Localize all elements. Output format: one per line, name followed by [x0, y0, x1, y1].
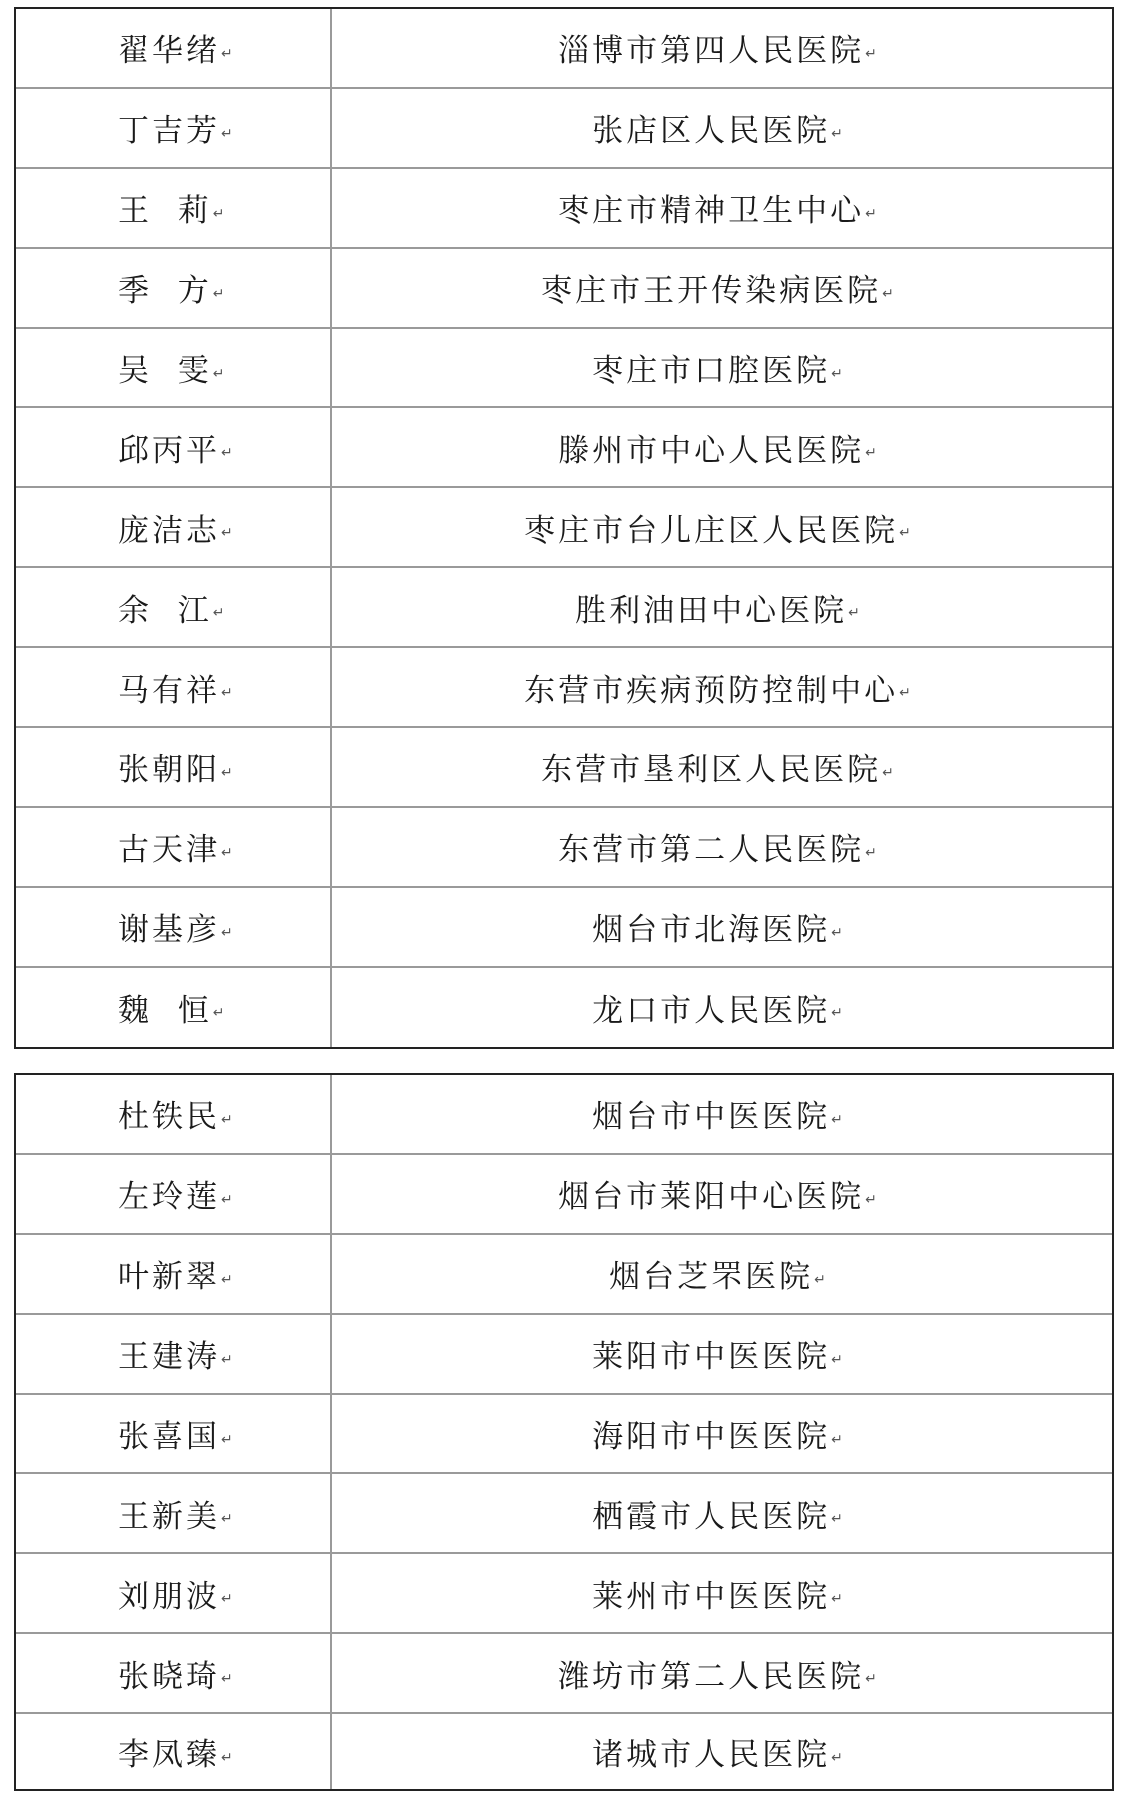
person-name-cell	[16, 568, 332, 646]
organization-cell	[332, 968, 1112, 1047]
table-row	[16, 808, 1112, 888]
organization-cell	[332, 888, 1112, 966]
table-row	[16, 1235, 1112, 1315]
paragraph-mark-icon: ↵	[212, 1005, 228, 1022]
paragraph-mark-icon: ↵	[212, 605, 228, 622]
organization-name: 东营市第二人民医院	[558, 832, 865, 869]
person-name-cell	[16, 169, 332, 247]
person-name: 张喜国	[118, 1419, 220, 1455]
person-name-cell	[16, 1315, 332, 1393]
paragraph-mark-icon: ↵	[865, 1191, 880, 1208]
organization-name: 枣庄市台儿庄区人民医院	[524, 512, 899, 549]
table-row	[16, 408, 1112, 488]
paragraph-mark-icon: ↵	[831, 125, 846, 142]
person-name: 余 江	[118, 592, 212, 629]
person-name-cell	[16, 968, 332, 1047]
paragraph-mark-icon: ↵	[221, 764, 236, 781]
organization-name: 海阳市中医医院	[592, 1419, 831, 1455]
organization-name: 烟台芝罘医院	[609, 1259, 814, 1296]
person-name: 叶新翠	[118, 1259, 220, 1296]
paragraph-mark-icon: ↵	[221, 1431, 236, 1448]
organization-cell	[332, 1395, 1112, 1473]
person-name-cell	[16, 249, 332, 327]
person-name: 吴 雯	[118, 353, 212, 389]
person-name: 张晓琦	[118, 1658, 220, 1695]
organization-name: 滕州市中心人民医院	[558, 432, 865, 469]
table-row	[16, 728, 1112, 808]
paragraph-mark-icon: ↵	[221, 1591, 236, 1608]
person-name-cell	[16, 808, 332, 886]
roster-table-1-rows	[16, 9, 1112, 1047]
organization-name: 东营市疾病预防控制中心	[524, 672, 899, 709]
person-name-cell	[16, 888, 332, 966]
organization-cell	[332, 1714, 1112, 1789]
organization-cell	[332, 1474, 1112, 1552]
organization-cell	[332, 1155, 1112, 1233]
person-name-cell	[16, 9, 332, 87]
table-row	[16, 9, 1112, 89]
table-row	[16, 968, 1112, 1047]
paragraph-mark-icon: ↵	[212, 205, 228, 222]
organization-cell	[332, 408, 1112, 486]
person-name-cell	[16, 1554, 332, 1632]
organization-name: 烟台市莱阳中心医院	[558, 1179, 865, 1216]
person-name: 王 莉	[118, 193, 212, 230]
paragraph-mark-icon: ↵	[831, 1749, 846, 1766]
table-row	[16, 1315, 1112, 1395]
organization-cell	[332, 89, 1112, 167]
paragraph-mark-icon: ↵	[882, 285, 897, 302]
paragraph-mark-icon: ↵	[221, 1511, 236, 1528]
organization-cell	[332, 1235, 1112, 1313]
paragraph-mark-icon: ↵	[882, 764, 897, 781]
roster-table-2-rows	[16, 1075, 1112, 1789]
paragraph-mark-icon: ↵	[848, 605, 863, 622]
person-name-cell	[16, 1235, 332, 1313]
organization-cell	[332, 169, 1112, 247]
table-row	[16, 1554, 1112, 1634]
organization-name: 烟台市中医医院	[592, 1099, 831, 1136]
organization-cell	[332, 329, 1112, 407]
table-row	[16, 1155, 1112, 1235]
table-row	[16, 568, 1112, 648]
person-name-cell	[16, 1155, 332, 1233]
person-name-cell	[16, 329, 332, 407]
organization-name: 淄博市第四人民医院	[558, 33, 865, 70]
person-name-cell	[16, 1714, 332, 1789]
organization-cell	[332, 488, 1112, 566]
paragraph-mark-icon: ↵	[831, 365, 846, 382]
paragraph-mark-icon: ↵	[831, 1111, 846, 1128]
organization-cell	[332, 1634, 1112, 1712]
table-row	[16, 249, 1112, 329]
paragraph-mark-icon: ↵	[831, 1351, 846, 1368]
organization-name: 诸城市人民医院	[592, 1737, 831, 1774]
paragraph-mark-icon: ↵	[865, 1671, 880, 1688]
organization-name: 烟台市北海医院	[592, 912, 831, 949]
person-name: 左玲莲	[118, 1179, 220, 1216]
person-name-cell	[16, 1474, 332, 1552]
table-row	[16, 329, 1112, 409]
person-name-cell	[16, 89, 332, 167]
person-name: 季 方	[118, 273, 212, 310]
paragraph-mark-icon: ↵	[831, 1005, 846, 1022]
paragraph-mark-icon: ↵	[865, 45, 880, 62]
person-name: 刘朋波	[118, 1578, 220, 1615]
organization-name: 龙口市人民医院	[592, 992, 831, 1029]
table-row	[16, 888, 1112, 968]
table-row	[16, 1714, 1112, 1789]
person-name-cell	[16, 488, 332, 566]
paragraph-mark-icon: ↵	[899, 685, 914, 702]
paragraph-mark-icon: ↵	[221, 45, 236, 62]
person-name: 李凤臻	[118, 1737, 220, 1774]
paragraph-mark-icon: ↵	[221, 1351, 236, 1368]
organization-name: 枣庄市口腔医院	[592, 353, 831, 389]
organization-cell	[332, 568, 1112, 646]
person-name: 谢基彦	[118, 912, 220, 949]
person-name-cell	[16, 1395, 332, 1473]
roster-table-2	[14, 1073, 1114, 1791]
organization-name: 东营市垦利区人民医院	[541, 752, 882, 789]
organization-name: 潍坊市第二人民医院	[558, 1658, 865, 1695]
paragraph-mark-icon: ↵	[865, 844, 880, 861]
person-name: 古天津	[118, 832, 220, 869]
table-row	[16, 1395, 1112, 1475]
paragraph-mark-icon: ↵	[221, 1749, 236, 1766]
person-name: 王建涛	[118, 1339, 220, 1376]
table-row	[16, 89, 1112, 169]
person-name: 邱丙平	[118, 432, 220, 469]
paragraph-mark-icon: ↵	[221, 1191, 236, 1208]
paragraph-mark-icon: ↵	[221, 1111, 236, 1128]
person-name-cell	[16, 728, 332, 806]
person-name-cell	[16, 648, 332, 726]
table-row	[16, 648, 1112, 728]
paragraph-mark-icon: ↵	[221, 525, 236, 542]
table-row	[16, 1474, 1112, 1554]
organization-cell	[332, 1554, 1112, 1632]
paragraph-mark-icon: ↵	[221, 445, 236, 462]
organization-cell	[332, 808, 1112, 886]
organization-cell	[332, 648, 1112, 726]
paragraph-mark-icon: ↵	[221, 844, 236, 861]
organization-name: 枣庄市王开传染病医院	[541, 273, 882, 310]
paragraph-mark-icon: ↵	[865, 205, 880, 222]
paragraph-mark-icon: ↵	[212, 285, 228, 302]
paragraph-mark-icon: ↵	[831, 1511, 846, 1528]
person-name: 张朝阳	[118, 752, 220, 789]
paragraph-mark-icon: ↵	[865, 445, 880, 462]
organization-name: 栖霞市人民医院	[592, 1498, 831, 1535]
person-name: 丁吉芳	[118, 113, 220, 150]
organization-name: 胜利油田中心医院	[575, 592, 848, 629]
person-name-cell	[16, 1634, 332, 1712]
person-name: 庞洁志	[118, 512, 220, 549]
person-name: 翟华绪	[118, 33, 220, 70]
organization-cell	[332, 9, 1112, 87]
person-name: 马有祥	[118, 672, 220, 709]
table-row	[16, 1634, 1112, 1714]
paragraph-mark-icon: ↵	[831, 924, 846, 941]
paragraph-mark-icon: ↵	[831, 1431, 846, 1448]
organization-cell	[332, 728, 1112, 806]
person-name: 杜铁民	[118, 1099, 220, 1136]
organization-name: 张店区人民医院	[592, 113, 831, 150]
paragraph-mark-icon: ↵	[221, 125, 236, 142]
organization-name: 莱阳市中医医院	[592, 1339, 831, 1376]
organization-cell	[332, 249, 1112, 327]
paragraph-mark-icon: ↵	[814, 1271, 829, 1288]
roster-table-1	[14, 7, 1114, 1049]
table-row	[16, 1075, 1112, 1155]
person-name-cell	[16, 1075, 332, 1153]
organization-name: 枣庄市精神卫生中心	[558, 193, 865, 230]
organization-cell	[332, 1075, 1112, 1153]
person-name-cell	[16, 408, 332, 486]
paragraph-mark-icon: ↵	[221, 1671, 236, 1688]
paragraph-mark-icon: ↵	[221, 685, 236, 702]
paragraph-mark-icon: ↵	[221, 924, 236, 941]
organization-name: 莱州市中医医院	[592, 1578, 831, 1615]
paragraph-mark-icon: ↵	[212, 365, 228, 382]
organization-cell	[332, 1315, 1112, 1393]
paragraph-mark-icon: ↵	[899, 525, 914, 542]
table-row	[16, 169, 1112, 249]
table-row	[16, 488, 1112, 568]
person-name: 魏 恒	[118, 992, 212, 1029]
paragraph-mark-icon: ↵	[831, 1591, 846, 1608]
person-name: 王新美	[118, 1498, 220, 1535]
paragraph-mark-icon: ↵	[221, 1271, 236, 1288]
